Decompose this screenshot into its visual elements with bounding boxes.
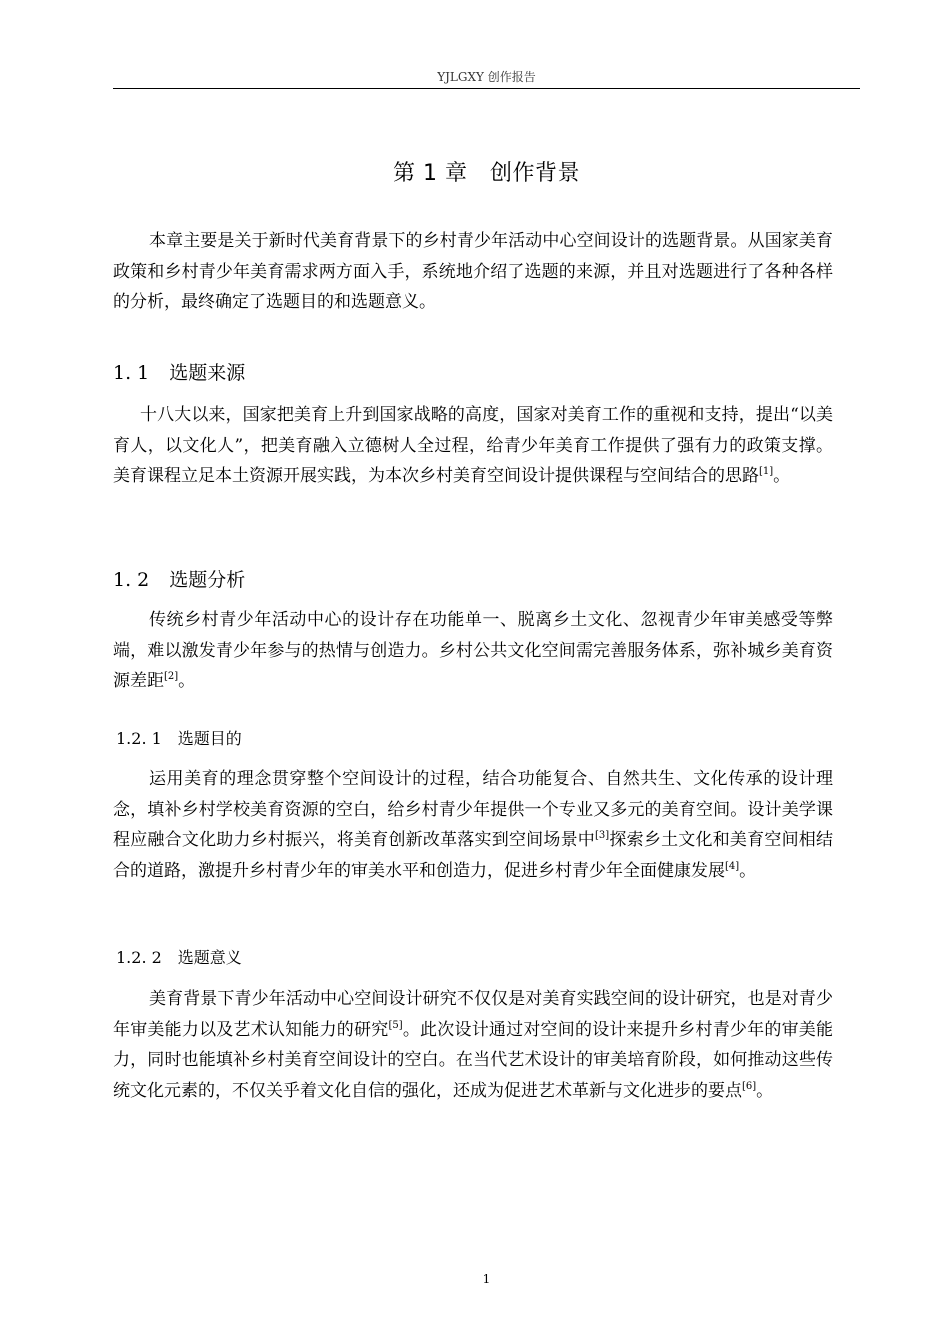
citation-ref: [1] <box>759 466 774 477</box>
section-title: 选题来源 <box>169 362 246 384</box>
subsection-heading-1-2-2 <box>116 947 242 969</box>
section-title: 选题分析 <box>169 569 246 591</box>
subsection-heading-1-2-1 <box>116 728 242 750</box>
citation-ref: [4] <box>725 860 740 872</box>
section-number: 1. 2 <box>113 569 150 591</box>
page-number: 1 <box>482 1272 491 1286</box>
citation-ref: [3] <box>595 830 610 841</box>
body-text: 。 <box>756 1080 774 1101</box>
body-text: 。 <box>178 671 196 691</box>
section-heading-1-2 <box>113 567 245 593</box>
subsection-number: 1.2. 1 <box>116 729 162 748</box>
running-header: YJLGXY 创作报告 <box>437 70 536 84</box>
subsection-title: 选题目的 <box>177 729 242 748</box>
citation-ref: [2] <box>164 671 179 682</box>
intro-paragraph <box>113 226 833 318</box>
body-text: 。 <box>739 860 757 881</box>
section-number: 1. 1 <box>113 362 150 384</box>
section-1-2-1-paragraph <box>113 764 833 886</box>
citation-ref: [5] <box>388 1019 403 1031</box>
subsection-title: 选题意义 <box>177 948 242 967</box>
intro-text: 本章主要是关于新时代美育背景下的乡村青少年活动中心空间设计的选题背景。从国家美育政策和乡村青少年美育需求两方面入手，系统地介绍了选题的来源，并且对选题进行了各种各样的分析，最终确定了选题目的和选题意义。 <box>113 231 833 312</box>
body-text: 传统乡村青少年活动中心的设计存在功能单一、脱离乡土文化、忽视青少年审美感受等弊端，难以激发青少年参与的热情与创造力。乡村公共文化空间需完善服务体系，弥补城乡美育资源差距 <box>113 610 833 691</box>
body-text: 。此次设计通过对空间的设计来提升乡村青少年的审美能力，同时也能填补乡村美育空间设计的空白。在当代艺术设计的审美培育阶段，如何推动这些传统文化元素的，不仅关乎着文化自信的强化，还成为促进艺术革新与文化进步的要点 <box>113 1019 834 1101</box>
body-text: 探索乡土文化和美育空间相结合的道路，激提升乡村青少年的审美水平和创造力，促进乡村青少年全面健康发展 <box>113 830 834 881</box>
section-1-1-paragraph <box>113 400 833 492</box>
section-1-2-2-paragraph <box>113 984 833 1106</box>
header-divider <box>113 88 860 89</box>
subsection-number: 1.2. 2 <box>116 948 162 967</box>
section-1-2-paragraph <box>113 605 833 697</box>
body-text: 运用美育的理念贯穿整个空间设计的过程，结合功能复合、自然共生、文化传承的设计理念，填补乡村学校美育资源的空白，给乡村青少年提供一个专业又多元的美育空间。设计美学课程应融合文化助力乡村振兴，将美育创新改革落实到空间场景中 <box>113 769 833 850</box>
body-text: 十八大以来，国家把美育上升到国家战略的高度，国家对美育工作的重视和支持，提出“以美育人，以文化人”，把美育融入立德树人全过程，给青少年美育工作提供了强有力的政策支撑。美育课程立足本土资源开展实践，为本次乡村美育空间设计提供课程与空间结合的思路 <box>113 405 833 486</box>
citation-ref: [6] <box>742 1080 757 1092</box>
section-heading-1-1 <box>113 360 245 386</box>
chapter-title: 第 1 章 创作背景 <box>393 161 580 186</box>
body-text: 美育背景下青少年活动中心空间设计研究不仅仅是对美育实践空间的设计研究，也是对青少年审美能力以及艺术认知能力的研究 <box>113 989 833 1040</box>
body-text: 。 <box>773 466 791 486</box>
